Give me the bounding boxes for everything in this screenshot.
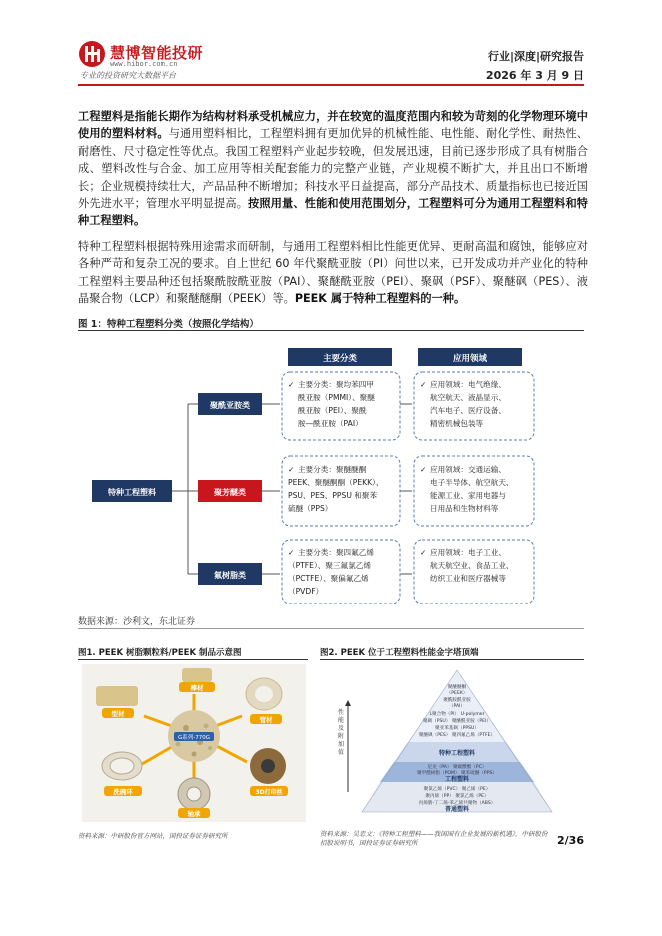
figure3-performance-pyramid xyxy=(330,662,584,826)
layer-peek-1: 聚醚醚酮 xyxy=(447,685,467,690)
logo-mark-icon xyxy=(78,40,106,68)
check-icon: ✓ xyxy=(288,380,295,389)
main-polyimide-line2: 酰亚胺（PMMI）、聚醚 xyxy=(298,393,375,402)
app-fluororesin-line2: 航天航空业、食品工业、 xyxy=(430,561,514,570)
app-polyimide-line3: 汽车电子、医疗设备、 xyxy=(430,406,506,415)
page-number: 2/36 xyxy=(557,834,584,847)
app-fluororesin-line3: 纺织工业和医疗器械等 xyxy=(430,574,506,583)
figure1-title: 图 1：特种工程塑料分类（按照化学结构） xyxy=(78,319,259,330)
para1-text-1: 与通用塑料相比，工程塑料拥有更加优异的机械性能、电性能、耐化学性、耐热性、耐磨性、尺寸稳定性等优点。我国工程塑料产业起步较晚，但发展迅速，目前已逐步形成了具有树脂合成、塑料改性与合金、加工应用等相关配套能力的完整产业链，产业规模不断扩大，并且出口不断增长；企业规模持续壮大，产品品种不断增加；科技水平日益提高，部分产品技术、质量指标也已接近国外先进水平；管理水平明显提高。 xyxy=(78,127,588,211)
layer-pes-ptfe: 聚醚砜（PES） 聚四氟乙烯（PTFE） xyxy=(418,733,496,738)
para2-bold-1: PEEK 属于特种工程塑料的一种。 xyxy=(294,292,466,306)
main-polyarylether-line1: 主要分类：聚醚醚酮 xyxy=(298,465,367,474)
category-label-polyimide: 聚酰亚胺类 xyxy=(210,401,250,410)
layer-pi: L聚合物（PI） U-polymer xyxy=(429,712,485,717)
main-polyimide-line1: 主要分类：聚均苯四甲 xyxy=(298,380,374,389)
band-general-label: 普通塑料 xyxy=(444,806,470,813)
paragraph-special-plastics xyxy=(78,238,588,308)
category-label-polyarylether: 聚芳醚类 xyxy=(214,488,246,497)
report-date: 2026 年 3 月 9 日 xyxy=(485,69,584,82)
figure2-title: 图1. PEEK 树脂颗粒料/PEEK 制品示意图 xyxy=(78,648,242,658)
figure3-svg xyxy=(330,662,584,826)
item-profile: 型材 xyxy=(111,710,125,718)
app-polyarylether-line2: 电子半导体、航空航天、 xyxy=(430,478,514,487)
figure1-source: 数据来源：沙利文，东北证券 xyxy=(78,617,196,627)
profile-product xyxy=(96,686,138,706)
axis-label: 性能及 附加值 xyxy=(338,709,345,756)
logo-slogan: 专业的投资研究大数据平台 xyxy=(80,71,176,80)
band-special-label: 特种工程塑料 xyxy=(438,750,476,757)
layer-pp-pe: 聚丙烯（PP） 聚氯乙烯（PE） xyxy=(425,794,489,799)
band-engineering-label: 工程塑料 xyxy=(444,776,470,783)
app-polyarylether-line1: 应用领域：交通运输、 xyxy=(430,465,506,474)
app-polyimide-line4: 精密机械包装等 xyxy=(430,419,484,428)
header-divider xyxy=(78,84,584,86)
check-icon: ✓ xyxy=(420,465,427,474)
layer-pom-pps: 聚甲醛树脂（POM） 聚苯硫醚（PPS） xyxy=(417,771,497,776)
figure1-rule xyxy=(78,330,584,331)
app-polyarylether-line4: 日用品和生物材料等 xyxy=(430,504,499,513)
app-fluororesin-line1: 应用领域：电子工业、 xyxy=(430,548,506,557)
figure1-classification-diagram xyxy=(78,334,584,604)
main-fluororesin-line4: （PVDF） xyxy=(288,587,324,596)
header-meta xyxy=(486,48,584,83)
app-polyimide-line2: 航空航天、液晶显示、 xyxy=(430,393,506,402)
figure2-peek-products xyxy=(82,664,306,822)
para1-bold-1: 工程塑料是指能长期作为结构材料承受机械应力，并在较宽的温度范围内和较为苛刻的化学物理环境中使用的塑料材料。 xyxy=(78,110,588,141)
axis-label-text: 性能及附加值 xyxy=(350,780,356,781)
logo-url: www.hibor.com.cn xyxy=(110,60,178,68)
para2-text-1: 特种工程塑料根据特殊用途需求而研制，与通用工程塑料相比性能更优异、更耐高温和腐蚀，能够应对各种严苛和复杂工况的要求。自上世纪 60 年代聚酰亚胺（PI）问世以来，已开发成功并产业化的特种工程塑料主要品种还包括聚酰胺酰亚胺（PAI）、聚醚酰亚胺（PEI）、聚砜（PSF）、聚醚砜（PES）、液晶聚合物（LCP）和聚醚醚酮（PEEK）等。 xyxy=(78,240,588,306)
figure2-rule xyxy=(78,659,308,660)
figure3-title: 图2. PEEK 位于工程塑料性能金字塔顶端 xyxy=(320,648,479,658)
item-filament: 3D打印丝 xyxy=(255,789,283,796)
item-rod: 棒材 xyxy=(190,684,204,692)
category-label-fluororesin: 氟树脂类 xyxy=(214,571,246,580)
app-polyimide-line1: 应用领域：电气绝缘、 xyxy=(430,380,506,389)
layer-pai-2: （PAI） xyxy=(448,704,466,709)
check-icon: ✓ xyxy=(288,465,295,474)
item-tube: 管材 xyxy=(259,716,273,724)
root-label: 特种工程塑料 xyxy=(108,488,156,497)
check-icon: ✓ xyxy=(420,380,427,389)
figure3-source: 资料来源：吴忠文：《特种工程塑料——我国国有企业发展的新机遇》，中研股份招股说明书，国投证券证券研究所 xyxy=(320,830,548,847)
figure2-source: 资料来源：中研股份官方网站，国投证券证券研究所 xyxy=(78,832,228,840)
figure2-svg xyxy=(82,664,306,822)
check-icon: ✓ xyxy=(420,548,427,557)
figure1-source-rule xyxy=(78,628,584,629)
check-icon: ✓ xyxy=(288,548,295,557)
figure1-svg xyxy=(78,334,584,604)
main-fluororesin-line2: （PTFE）、聚三氟氯乙烯 xyxy=(288,561,371,570)
main-polyarylether-line4: 硫醚（PPS） xyxy=(288,504,333,513)
app-polyarylether-line3: 能源工业、家用电器与 xyxy=(430,491,506,500)
report-type: 行业|深度|研究报告 xyxy=(487,50,584,63)
layer-pvc-pe: 聚氯乙烯（PVC） 聚乙烯（PE） xyxy=(423,787,491,792)
main-polyimide-line4: 胺—酰亚胺（PAI） xyxy=(298,419,363,428)
layer-pai-1: 聚酰胺酰亚胺 xyxy=(443,698,471,703)
layer-peek-2: （PEEK） xyxy=(446,691,468,696)
layer-psu-pei: 聚砜（PSU） 聚醚酰亚胺（PEI） xyxy=(422,719,492,724)
item-bearing: 轴承 xyxy=(187,810,201,818)
logo xyxy=(78,40,258,82)
tree-connectors xyxy=(172,404,198,574)
figure3-rule xyxy=(320,659,584,660)
header-main-label: 主要分类 xyxy=(322,354,358,364)
granule-label: G系列-770G xyxy=(177,735,211,741)
para1-bold-2: 按照用量、性能和使用范围划分，工程塑料可分为通用工程塑料和特种工程塑料。 xyxy=(78,197,588,228)
rod-product xyxy=(182,668,212,682)
main-polyarylether-line3: PSU、PES、PPSU 和聚苯 xyxy=(288,491,378,500)
main-polyarylether-line2: PEEK、聚醚酮酮（PEKK）、 xyxy=(288,478,384,487)
item-washer-ring: 洗碗环 xyxy=(113,788,133,796)
main-fluororesin-line1: 主要分类：聚四氟乙烯 xyxy=(298,548,374,557)
logo-text: 慧博智能投研 xyxy=(110,44,204,62)
main-polyimide-line3: 酰亚胺（PEI）、聚酰 xyxy=(298,406,367,415)
layer-pa-pc: 尼龙（PA） 聚碳酸酯（PC） xyxy=(427,765,487,770)
layer-abs: 丙烯腈-丁二烯-苯乙烯共聚物（ABS） xyxy=(418,801,496,806)
category-arrows xyxy=(262,404,280,574)
layer-ppsu: 聚亚苯基砜（PPSU） xyxy=(435,726,479,731)
paragraph-engineering-plastics xyxy=(78,108,588,230)
detail-arrows xyxy=(400,404,412,574)
main-fluororesin-line3: （PCTFE）、聚偏氟乙烯 xyxy=(288,574,369,583)
header-app-label: 应用领域 xyxy=(452,354,488,364)
